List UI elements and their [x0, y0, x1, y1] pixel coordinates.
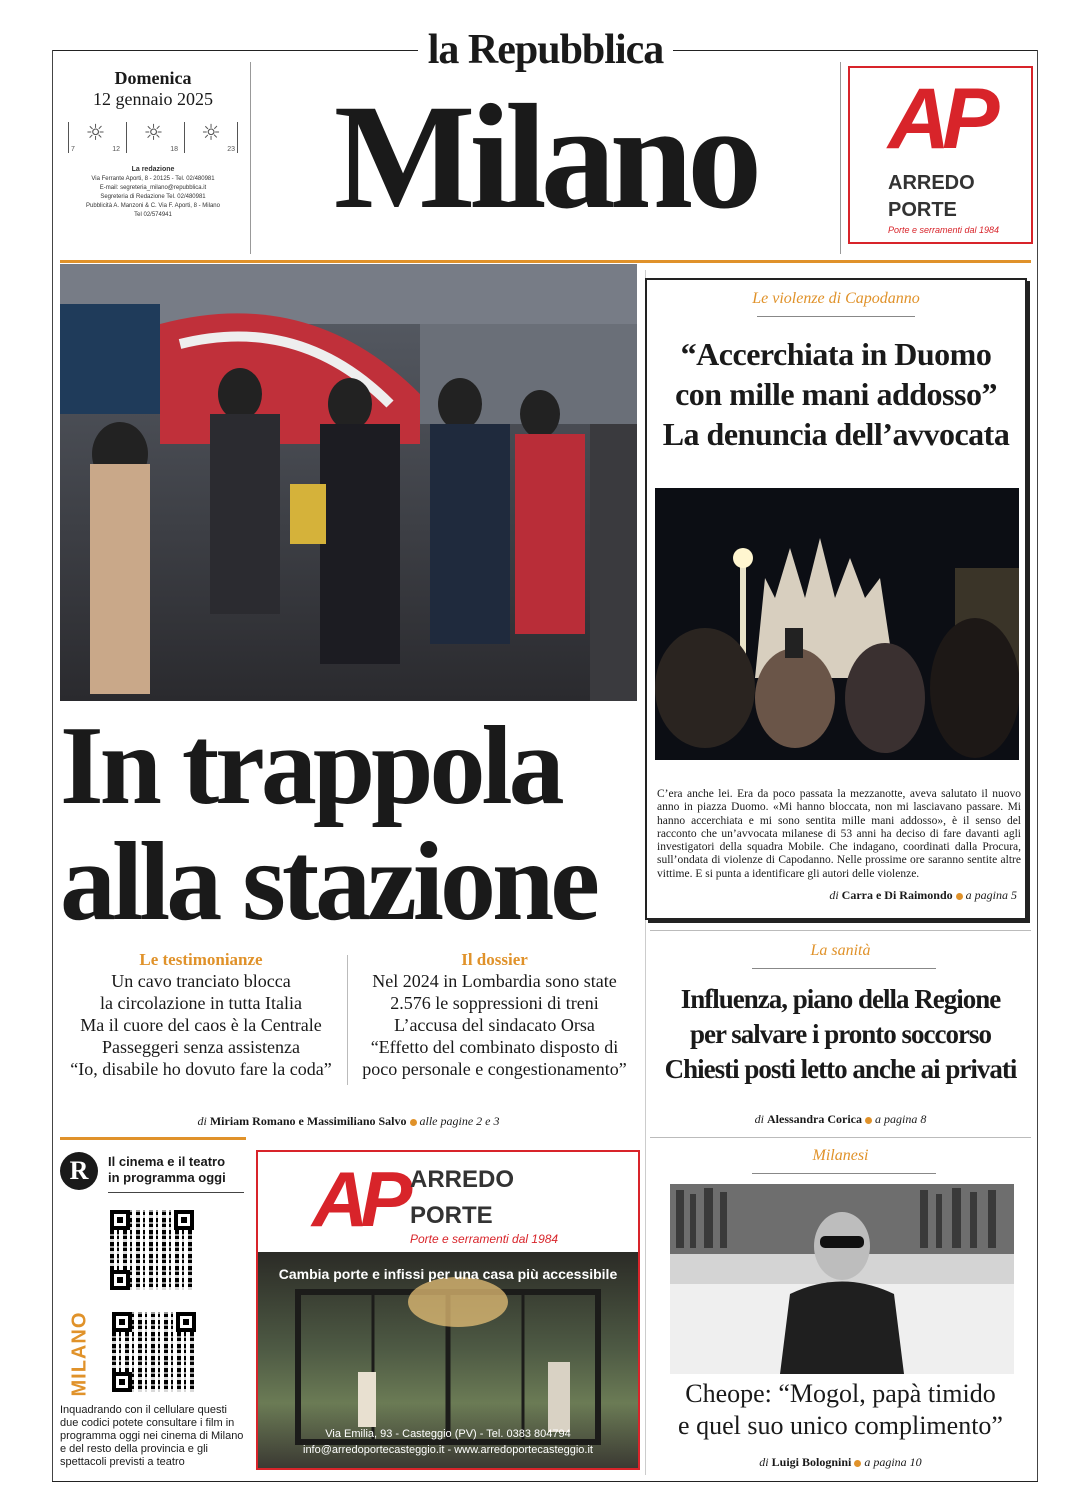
- ad-word-arredo: ARREDO: [410, 1166, 515, 1193]
- ad-word-porte: PORTE: [888, 199, 957, 221]
- cinema-box-text: Inquadrando con il cellulare questi due codici potete consultare i film in programma oggi nei cinema di Milano e del resto della provincia e gli spettacoli previsti a teatro: [60, 1404, 244, 1468]
- arredo-porte-ad-bottom[interactable]: [256, 1150, 640, 1470]
- mogol-cheope-photo[interactable]: [670, 1184, 1014, 1374]
- cinema-box-title[interactable]: Il cinema e il teatro in programma oggi: [108, 1154, 226, 1185]
- ad-tagline: Porte e serramenti dal 1984: [410, 1232, 559, 1246]
- milanesi-byline[interactable]: di Luigi Bolognini a pagina 10: [759, 1455, 922, 1469]
- date-weather-box: [60, 68, 246, 220]
- bottom-rule: [52, 1481, 1038, 1482]
- masthead-divider-right: [840, 62, 841, 254]
- bullet-dot: [865, 1117, 872, 1124]
- section-rule: [650, 930, 1031, 931]
- main-story-byline[interactable]: di Miriam Romano e Massimiliano Salvo alle pagine 2 e 3: [197, 1114, 500, 1128]
- kicker-sanita: La sanità: [810, 942, 871, 959]
- bullet-dot: [956, 893, 963, 900]
- ad-word-porte: PORTE: [410, 1202, 493, 1229]
- weather-slot: ☼ 23: [184, 122, 238, 153]
- ad-slogan: Cambia porte e infissi per una casa più accessibile: [278, 1266, 618, 1282]
- edition-title: Milano: [333, 74, 757, 240]
- violence-story-box[interactable]: [645, 278, 1027, 920]
- violence-headline: “Accerchiata in Duomo con mille mani addosso” La denuncia dell’avvocata: [662, 336, 1010, 452]
- duomo-night-photo[interactable]: [655, 488, 1019, 760]
- bullet-dot: [410, 1119, 417, 1126]
- testimonianze-column[interactable]: Le testimonianze Un cavo tranciato blocca la circolazione in tutta Italia Ma il cuore del caos è la Centrale Passeggeri senza assistenza “Io, disabile ho dovuto fare la coda”: [60, 950, 342, 1080]
- accent-rule: [60, 260, 1031, 263]
- qr-code-teatro[interactable]: [112, 1312, 196, 1392]
- health-headline[interactable]: Influenza, piano della Regione per salvare i pronto soccorso Chiesti posti letto anche ai privati: [664, 984, 1017, 1084]
- violence-byline[interactable]: di Carra e Di Raimondo a pagina 5: [829, 888, 1017, 902]
- newsroom-contacts: La redazione Via Ferrante Aporti, 8 - 20125 - Tel. 02/480981 E-mail: segreteria_milano@repubblica.it Segreteria di Redazione Tel. 02/480981 Pubblicità A. Manzoni & C. Via F. Aporti, 8 - Milano Tel 02/574941: [86, 166, 220, 218]
- right-border: [1037, 50, 1038, 1482]
- ad-word-arredo: ARREDO: [888, 172, 975, 194]
- kicker-dossier: Il dossier: [461, 950, 528, 969]
- main-headline[interactable]: In trappola alla stazione: [60, 704, 596, 944]
- ad-tagline: Porte e serramenti dal 1984: [888, 225, 1000, 235]
- bullet-dot: [854, 1460, 861, 1467]
- repubblica-r-logo: R: [60, 1152, 98, 1190]
- milanesi-headline[interactable]: Cheope: “Mogol, papà timido e quel suo unico complimento”: [678, 1379, 1003, 1440]
- cinema-top-rule: [60, 1137, 246, 1140]
- cinema-title-rule: [108, 1192, 244, 1193]
- arredo-porte-ad-top[interactable]: [848, 66, 1033, 244]
- station-crowd-photo[interactable]: [60, 264, 637, 701]
- left-border: [52, 50, 53, 1482]
- sun-icon: ☼: [143, 121, 164, 146]
- kicker-rule: [752, 968, 936, 969]
- milano-vertical-label: MILANO: [68, 1311, 91, 1397]
- ap-logo-icon: AP: [312, 1155, 405, 1243]
- violence-body-text: C’era anche lei. Era da poco passata la mezzanotte, aveva salutato il nuovo anno in piazza Duomo. «Mi hanno bloccata, non mi lasciavano passare. Mi hanno accerchiata e mi sono sentita mille mani addosso», è il senso del racconto che un’avvocata milanese di 53 anni ha deciso di fare davanti agli investigatori della squadra Mobile. Che indagano, coordinati dalla Procura, sull’ondata di violenze di Capodanno. Nelle prossime ore saranno sentite altre vittime. E si punta a identificare gli autori delle violenze.: [657, 788, 1021, 880]
- sun-icon: ☼: [201, 121, 221, 146]
- sun-icon: ☼: [85, 121, 106, 146]
- kicker-testimonianze: Le testimonianze: [139, 950, 263, 969]
- kicker-rule: [757, 316, 915, 317]
- newspaper-brand[interactable]: la Repubblica: [0, 26, 1091, 74]
- kicker-violence: Le violenze di Capodanno: [752, 290, 920, 307]
- ad-address: Via Emilia, 93 - Casteggio (PV) - Tel. 0383 804794: [325, 1428, 571, 1440]
- kicker-rule: [752, 1173, 936, 1174]
- weather-slot: ☼ 7 12: [68, 122, 122, 153]
- ap-logo-icon: AP: [888, 71, 992, 167]
- weather-slot: ☼ 18: [126, 122, 180, 153]
- dossier-column[interactable]: Il dossier Nel 2024 in Lombardia sono state 2.576 le soppressioni di treni L’accusa del sindacato Orsa “Effetto del combinato disposto di poco personale e congestionamento”: [352, 950, 637, 1080]
- masthead-divider-left: [250, 62, 251, 254]
- qr-code-cinema[interactable]: [110, 1210, 194, 1290]
- kicker-milanesi: Milanesi: [812, 1147, 869, 1164]
- section-rule: [650, 1137, 1031, 1138]
- ad-contacts: info@arredoportecasteggio.it - www.arredoportecasteggio.it: [303, 1444, 593, 1456]
- date-full: 12 gennaio 2025: [93, 89, 213, 109]
- weather-strip: [60, 122, 246, 153]
- column-divider: [347, 955, 348, 1085]
- health-byline[interactable]: di Alessandra Corica a pagina 8: [754, 1112, 927, 1126]
- date-day: Domenica: [114, 68, 192, 88]
